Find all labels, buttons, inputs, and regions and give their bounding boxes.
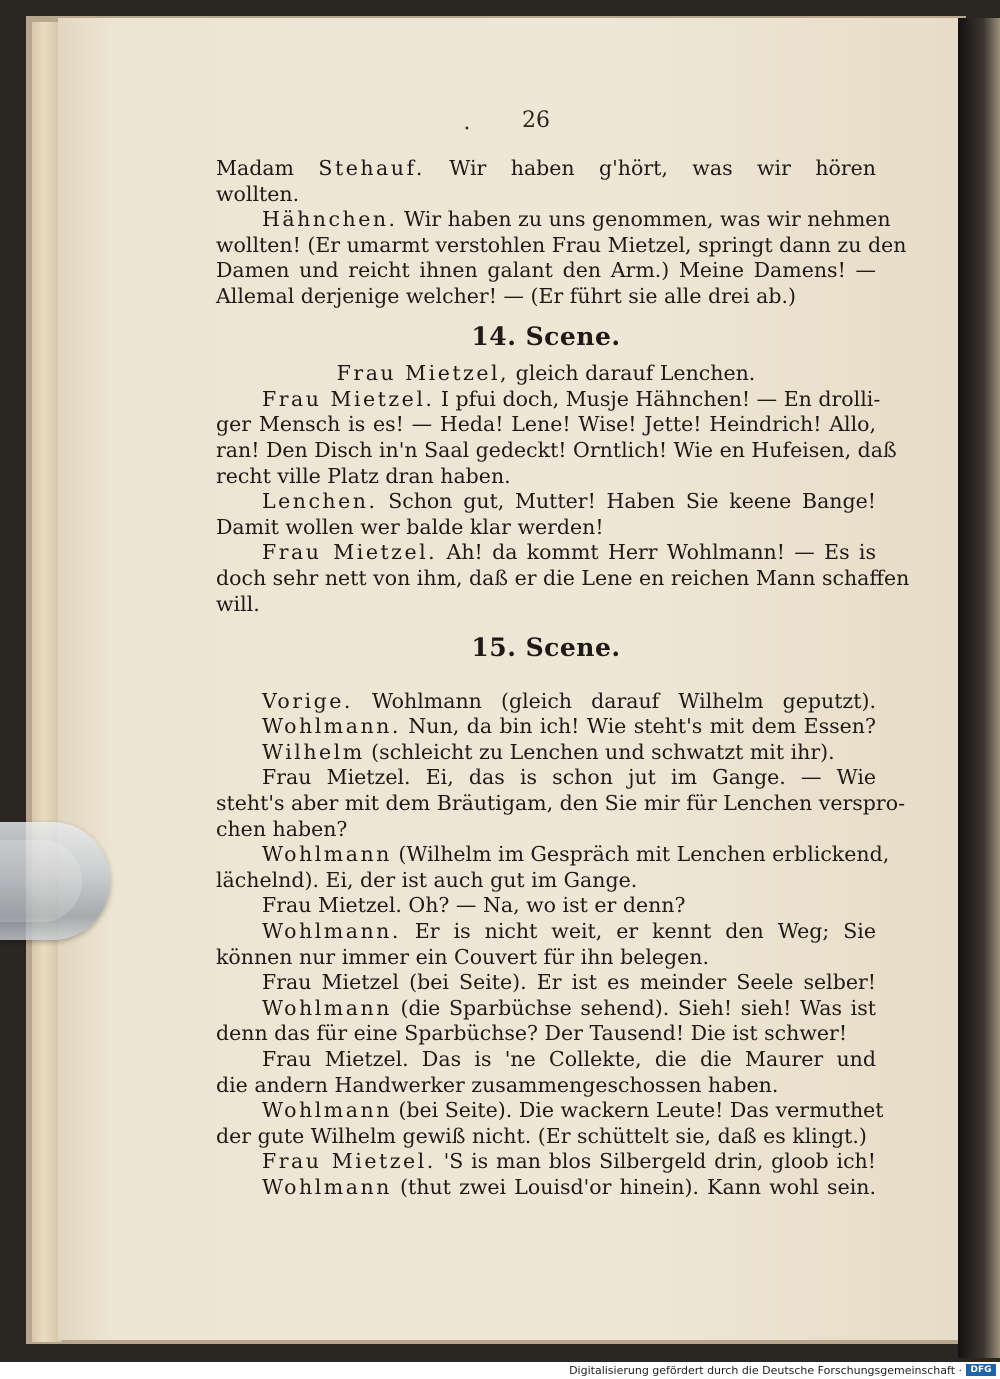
text-line (216, 1175, 876, 1201)
text-line (216, 515, 876, 541)
text-line (216, 970, 876, 996)
text-span: steht's aber mit dem Bräutigam, den Sie mir für Lenchen verspro- (216, 791, 906, 816)
text-line (216, 689, 876, 715)
text-span: denn das für eine Sparbüchse? Der Tausend! Die ist schwer! (216, 1021, 848, 1046)
page-text (216, 156, 910, 1201)
text-line (216, 156, 876, 182)
text-span: Wir haben zu uns genommen, was wir nehmen (397, 207, 891, 232)
text-line (216, 868, 876, 894)
text-span: Wir haben g'hört, was wir hören (424, 156, 877, 180)
text-line (216, 1124, 876, 1150)
speaker-name: Frau (336, 361, 406, 386)
text-span: ger Mensch is es! — Heda! Lene! Wise! Jette! Heindrich! Allo, (216, 412, 876, 437)
speaker-name: Wohlmann. (262, 714, 401, 739)
text-span: wollten. (216, 181, 300, 206)
text-line (216, 714, 876, 740)
text-line (216, 258, 876, 284)
text-span: Damen und reicht ihnen galant den Arm.) Meine Damens! — (216, 258, 876, 283)
text-span: 'S is man blos Silbergeld drin, gloob ich! (435, 1149, 877, 1174)
text-span: Wohlmann (gleich darauf Wilhelm geputzt). (352, 688, 876, 713)
speaker-name: Frau Mietzel. (262, 540, 438, 565)
text-span: chen haben? (216, 816, 348, 841)
speaker-name: Wohlmann (262, 1098, 392, 1123)
text-span: will. (216, 591, 260, 616)
text-span: Nun, da bin ich! Wie steht's mit dem Essen? (400, 714, 876, 739)
text-line (216, 996, 876, 1022)
text-line (216, 207, 891, 233)
text-line (216, 1073, 876, 1099)
text-span: die andern Handwerker zusammengeschossen haben. (216, 1072, 779, 1097)
text-span: (bei Seite). Die wackern Leute! Das vermuthet (391, 1098, 884, 1123)
scan-right-border (958, 18, 1000, 1358)
speaker-name: Mietzel, (405, 361, 510, 386)
text-span: lächelnd). Ei, der ist auch gut im Gange. (216, 867, 638, 892)
speaker-name: Frau Mietzel. (262, 386, 435, 411)
text-line (216, 1098, 884, 1124)
text-span: Frau Mietzel. (262, 1047, 409, 1071)
text-span: Das is 'ne Collekte, die die Maurer und (408, 1047, 877, 1071)
dfg-logo: DFG (966, 1364, 996, 1376)
text-line (216, 489, 876, 515)
speaker-name: Lenchen. (262, 489, 378, 514)
text-line (216, 540, 876, 566)
text-line (216, 437, 897, 464)
text-line (216, 893, 876, 919)
text-line (216, 919, 876, 945)
text-span: Frau Mietzel. (262, 893, 402, 918)
scene-heading: 14. Scene. (471, 321, 621, 351)
text-span: können nur immer ein Couvert für ihn belegen. (216, 944, 710, 969)
text-span: Ah! da kommt Herr Wohlmann! — Es is (437, 540, 877, 565)
text-span: Frau Mietzel (262, 970, 399, 995)
speaker-name: Hähnchen. (262, 207, 398, 232)
text-line (216, 565, 910, 592)
text-line (216, 182, 876, 208)
stage-direction (216, 361, 876, 387)
text-line (216, 232, 907, 259)
page-number: 26 (522, 108, 550, 133)
text-line (216, 817, 876, 843)
text-line (216, 1149, 876, 1175)
speaker-name: Vorige. (262, 688, 353, 713)
text-span: Ei, das is schon jut im Gange. — Wie (410, 765, 877, 790)
text-line (216, 1021, 876, 1047)
text-span: Madam (216, 156, 319, 180)
text-span: Er is nicht weit, er kennt den Weg; Sie (400, 919, 876, 944)
text-span: (die Sparbüchse sehend). Sieh! sieh! Was ist (391, 995, 876, 1020)
text-line (216, 284, 876, 310)
text-span: ran! Den Disch in'n Saal gedeckt! Orntlich! Wie en Hufeisen, daß (216, 437, 897, 462)
scene-heading: 15. Scene. (471, 633, 621, 663)
spacer (216, 661, 876, 689)
speaker-name: Wohlmann. (262, 919, 401, 944)
text-span: (bei Seite). Er ist es meinder Seele selber! (398, 970, 876, 995)
ink-dot: • (464, 124, 470, 135)
text-span: wollten! (Er umarmt verstohlen Frau Mietzel, springt dann zu den (216, 232, 907, 257)
text-span: doch sehr nett von ihm, daß er die Lene en reichen Mann schaffen (216, 565, 910, 590)
text-span: (thut zwei Louisd'or hinein). Kann wohl sein. (391, 1174, 876, 1199)
speaker-name: Frau Mietzel. (262, 1149, 436, 1174)
spacer (216, 349, 876, 361)
text-line (216, 386, 881, 413)
text-line (216, 740, 876, 766)
text-span: Allemal derjenige welcher! — (Er führt sie alle drei ab.) (216, 283, 796, 308)
speaker-name: Wohlmann (262, 995, 392, 1020)
text-line (216, 1047, 876, 1073)
speaker-name: Wilhelm (262, 739, 365, 764)
text-span: I pfui doch, Musje Hähnchen! — En drolli- (434, 386, 881, 411)
text-line (216, 791, 906, 817)
text-span: recht ville Platz dran haben. (216, 463, 511, 488)
footer-credit: Digitalisierung gefördert durch die Deutsche Forschungsgemeinschaft · (569, 1364, 962, 1377)
text-span: Frau Mietzel. (262, 765, 411, 790)
text-line (216, 464, 876, 490)
speaker-name: Wohlmann (262, 842, 392, 867)
text-line (216, 412, 876, 438)
text-span: Oh? — Na, wo ist er denn? (401, 893, 686, 918)
text-span: (Wilhelm im Gespräch mit Lenchen erblickend, (391, 842, 890, 867)
text-span: (schleicht zu Lenchen und schwatzt mit ihr). (364, 739, 835, 764)
text-line (216, 592, 876, 618)
speaker-name: Stehauf. (318, 156, 425, 180)
text-span: der gute Wilhelm gewiß nicht. (Er schüttelt sie, daß es klingt.) (216, 1123, 867, 1148)
text-line (216, 842, 890, 868)
text-line (216, 765, 876, 791)
text-span: gleich darauf Lenchen. (509, 361, 756, 386)
text-span: Damit wollen wer balde klar werden! (216, 514, 604, 539)
clip-highlight (0, 840, 82, 922)
speaker-name: Wohlmann (262, 1174, 392, 1199)
text-line (216, 945, 876, 971)
text-span: Schon gut, Mutter! Haben Sie keene Bange! (377, 489, 876, 514)
